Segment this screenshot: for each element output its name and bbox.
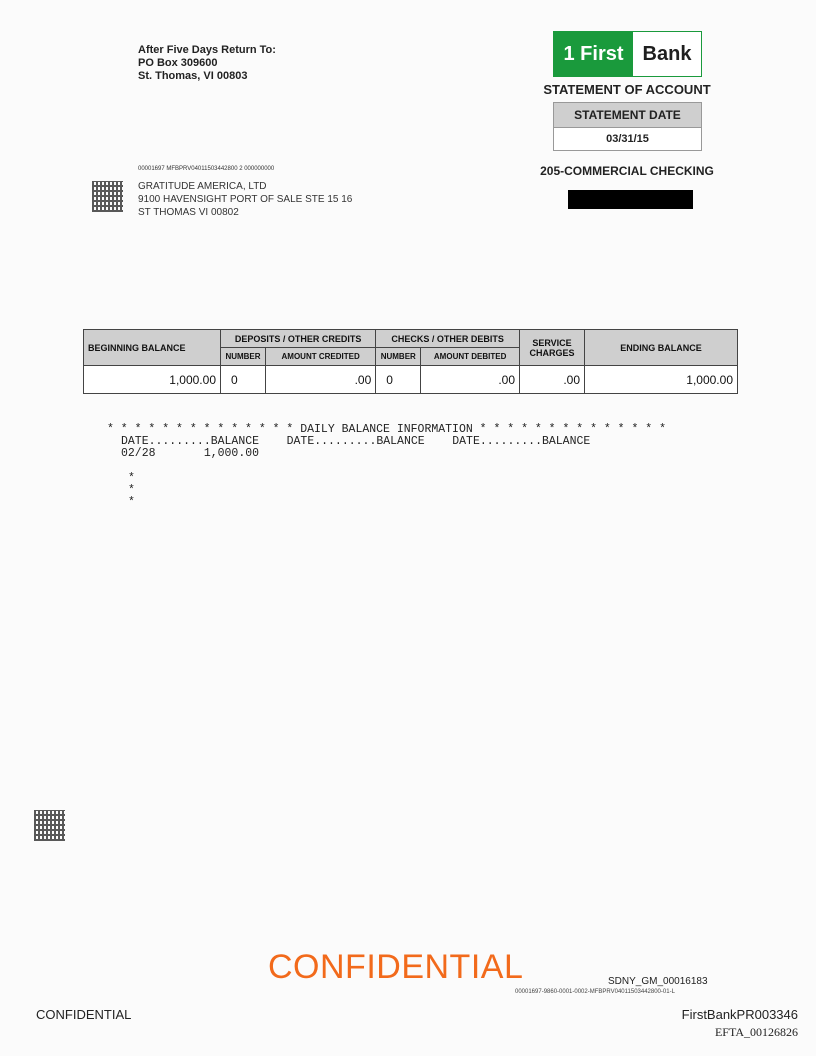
- redaction-bar: [568, 190, 693, 209]
- header-checks-number: NUMBER: [376, 348, 421, 366]
- daily-balance-section: [107, 424, 666, 509]
- service-charges-value: .00: [520, 366, 585, 394]
- addressee-line2: ST THOMAS VI 00802: [138, 207, 239, 218]
- sdny-bates: SDNY_GM_00016183: [608, 976, 708, 987]
- header-beginning-balance: BEGINNING BALANCE: [84, 330, 221, 366]
- beginning-balance-value: 1,000.00: [84, 366, 221, 394]
- daily-balance-columns: DATE.........BALANCE DATE.........BALANCE DATE.........BALANCE: [121, 435, 591, 448]
- statement-date-label: STATEMENT DATE: [554, 103, 701, 128]
- daily-balance-header: * * * * * * * * * * * * * * DAILY BALANCE INFORMATION * * * * * * * * * * * * * *: [107, 423, 666, 436]
- addressee: [138, 180, 352, 219]
- barcode-icon: [92, 181, 123, 212]
- amount-credited-value: .00: [266, 366, 376, 394]
- return-address-line3: St. Thomas, VI 00803: [138, 70, 248, 82]
- header-amount-credited: AMOUNT CREDITED: [266, 348, 376, 366]
- header-deposits: DEPOSITS / OTHER CREDITS: [221, 330, 376, 348]
- bates-number: FirstBankPR003346: [681, 1007, 798, 1022]
- account-type: 205-COMMERCIAL CHECKING: [540, 164, 714, 178]
- return-address-line2: PO Box 309600: [138, 57, 218, 69]
- confidential-label: CONFIDENTIAL: [36, 1007, 132, 1022]
- daily-balance-row: 02/28 1,000.00: [121, 447, 260, 460]
- barcode-icon: [34, 810, 65, 841]
- header-deposits-number: NUMBER: [221, 348, 266, 366]
- mail-code: 00001697 MFBPRV04011503442800 2 000000000: [138, 166, 275, 172]
- header-checks: CHECKS / OTHER DEBITS: [376, 330, 520, 348]
- addressee-name: GRATITUDE AMERICA, LTD: [138, 181, 267, 192]
- addressee-line1: 9100 HAVENSIGHT PORT OF SALE STE 15 16: [138, 194, 353, 205]
- statement-title: STATEMENT OF ACCOUNT: [543, 82, 711, 97]
- confidential-stamp: CONFIDENTIAL: [268, 948, 524, 986]
- document-code: 00001697-9860-0001-0002-MFBPRV04011503442800-01-L: [515, 989, 675, 995]
- ending-balance-value: 1,000.00: [585, 366, 738, 394]
- deposits-number-value: 0: [221, 366, 266, 394]
- firstbank-logo: [553, 31, 702, 77]
- balance-summary-table: [83, 329, 738, 394]
- statement-date: 03/31/15: [606, 133, 649, 145]
- logo-bank: Bank: [642, 42, 692, 65]
- checks-number-value: 0: [376, 366, 421, 394]
- amount-debited-value: .00: [421, 366, 520, 394]
- header-service-charges: SERVICE CHARGES: [520, 330, 585, 366]
- return-address: [138, 44, 276, 83]
- statement-date-box: [553, 102, 702, 151]
- efta-number: EFTA_00126826: [714, 1025, 798, 1039]
- header-amount-debited: AMOUNT DEBITED: [421, 348, 520, 366]
- logo-first: 1 First: [554, 32, 633, 76]
- return-address-line1: After Five Days Return To:: [138, 44, 276, 56]
- daily-balance-stars: * * *: [128, 472, 135, 509]
- header-ending-balance: ENDING BALANCE: [585, 330, 738, 366]
